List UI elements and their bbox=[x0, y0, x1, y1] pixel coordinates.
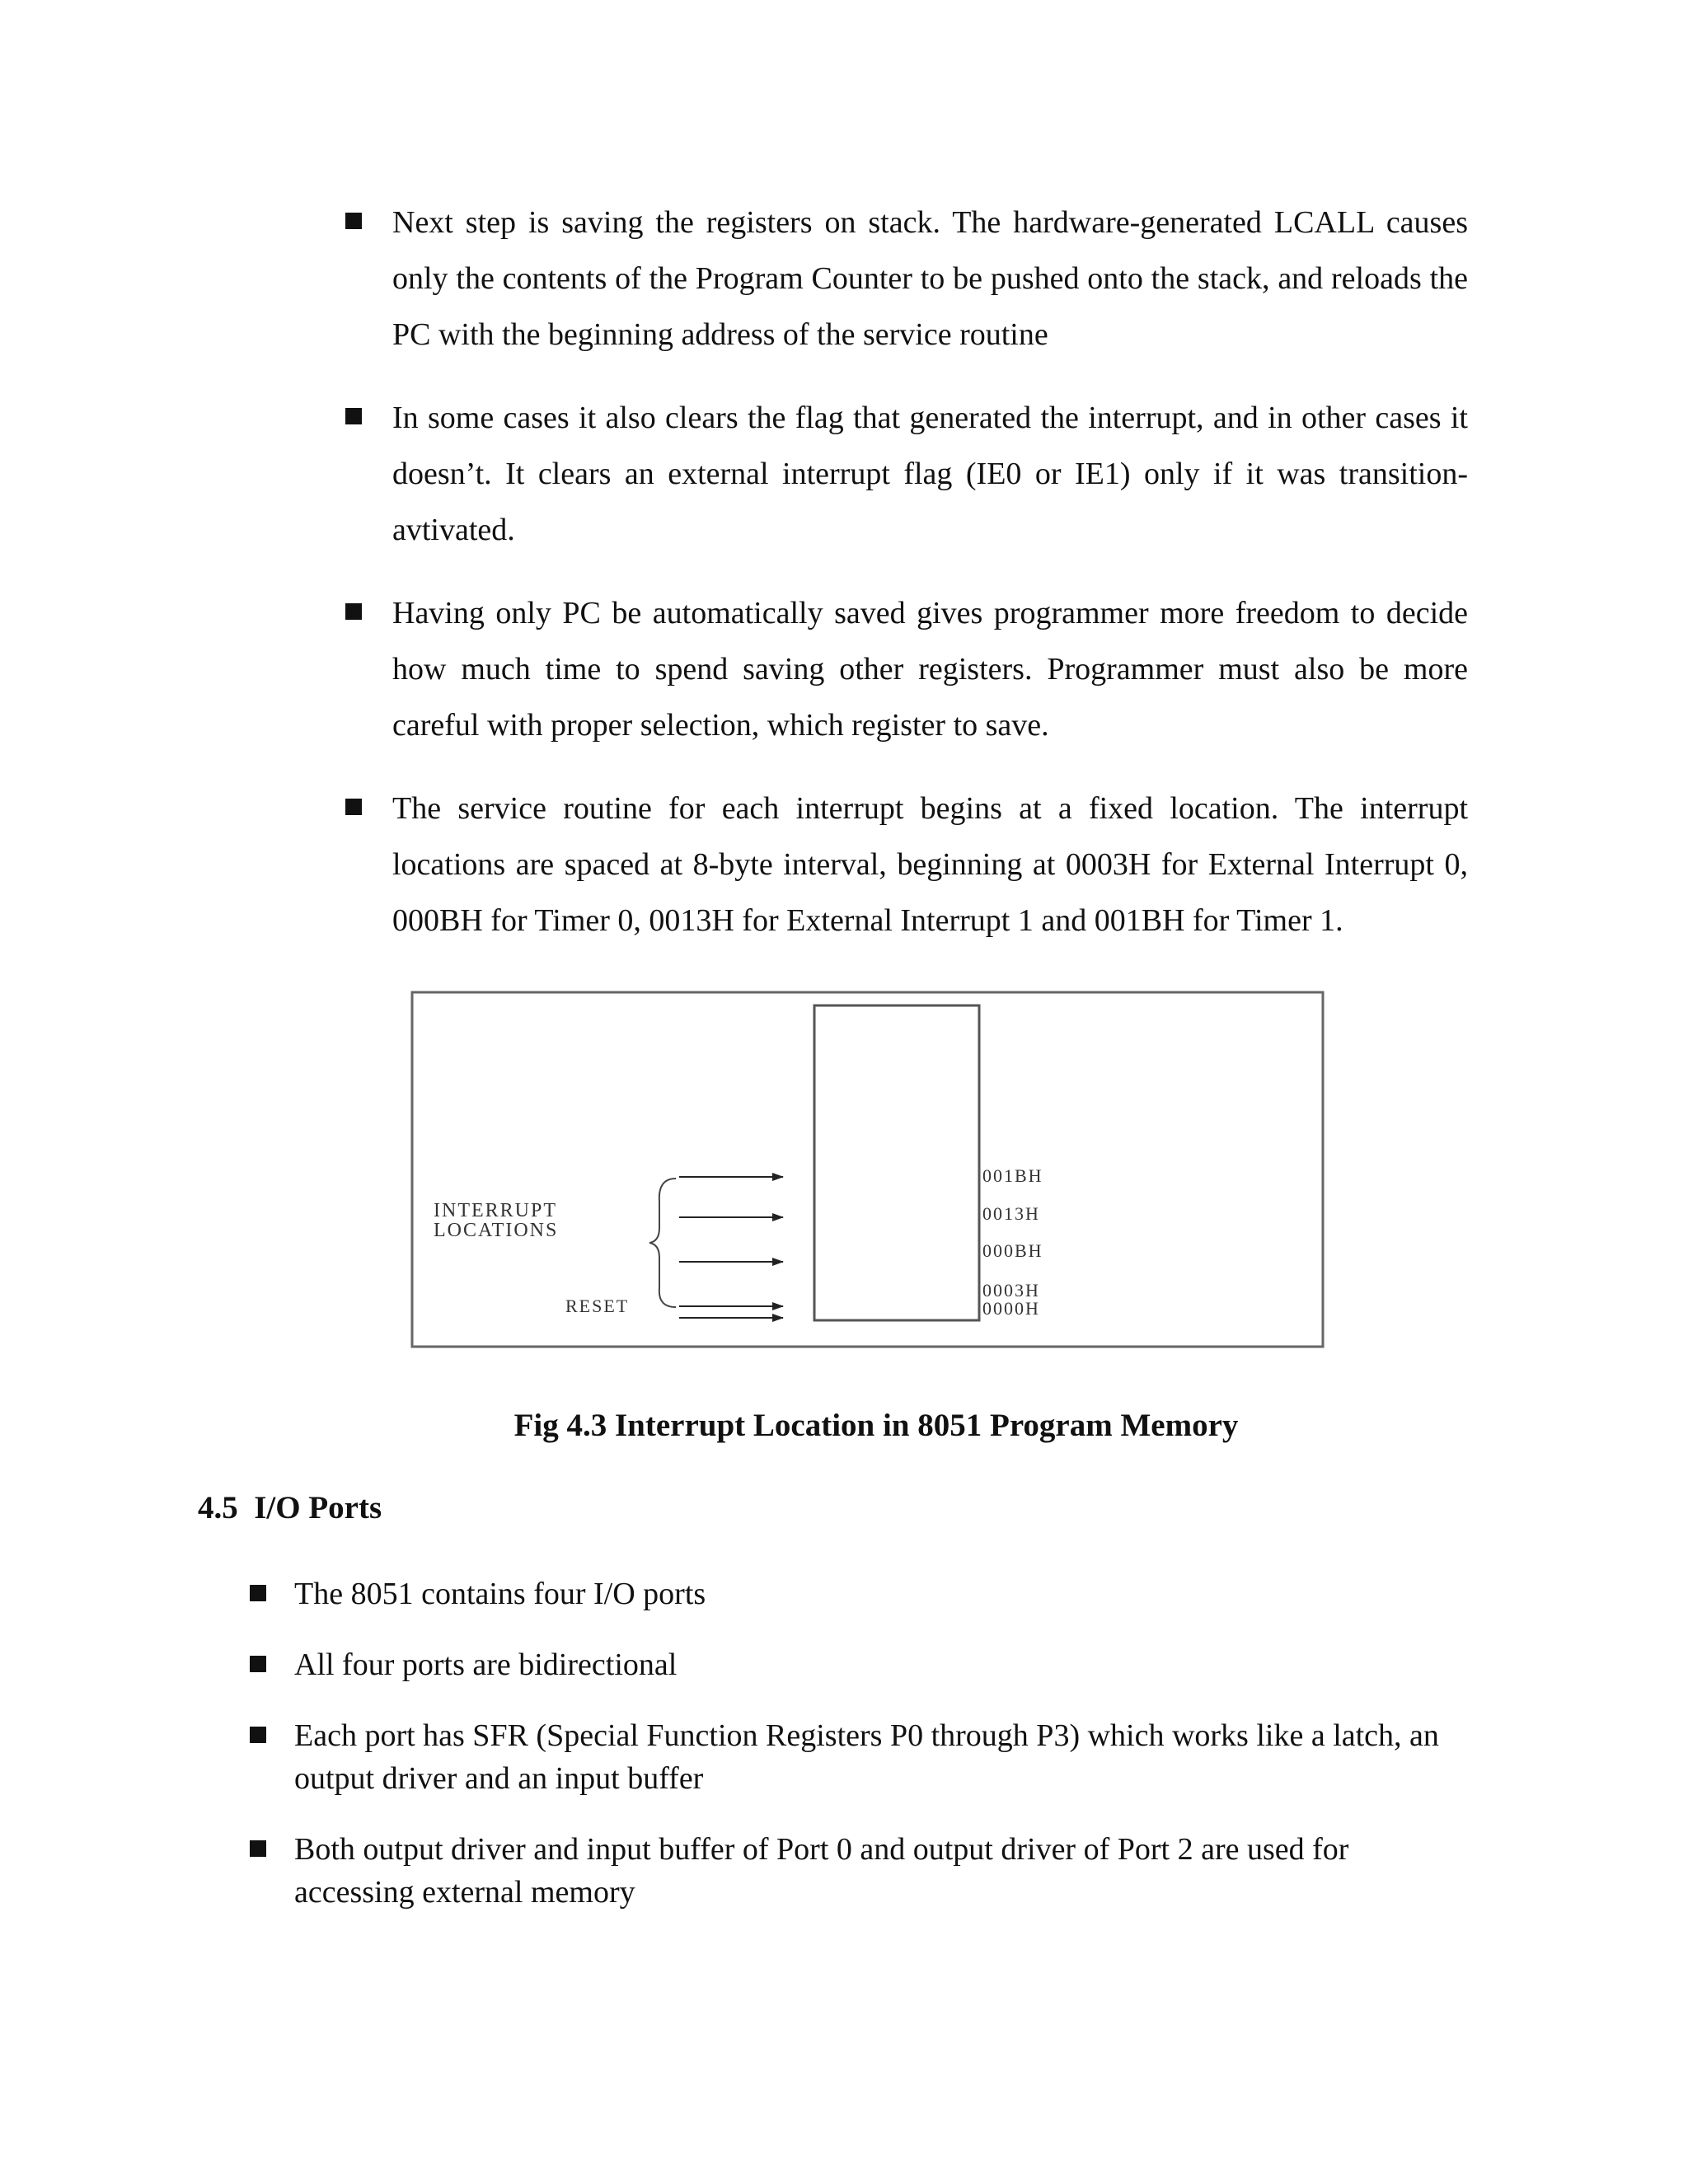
address-label: 000BH bbox=[982, 1240, 1043, 1261]
reset-label: RESET bbox=[565, 1296, 630, 1316]
bullet-text: Having only PC be automatically saved gives programmer more freedom to decide how much time to spend saving other registers. Programmer must also be more careful with proper selection, which register to save. bbox=[392, 596, 1468, 743]
square-bullet-icon bbox=[250, 1585, 266, 1601]
list-item bbox=[243, 1828, 1455, 1914]
bullet-text: Each port has SFR (Special Function Registers P0 through P3) which works like a latch, an output driver and an input buffer bbox=[294, 1718, 1439, 1796]
list-item bbox=[340, 780, 1468, 949]
io-ports-bullet-list bbox=[243, 1572, 1455, 1942]
locations-label: LOCATIONS bbox=[434, 1220, 559, 1241]
list-item bbox=[243, 1714, 1455, 1800]
square-bullet-icon bbox=[345, 213, 362, 229]
square-bullet-icon bbox=[250, 1727, 266, 1743]
list-item bbox=[243, 1643, 1455, 1686]
bullet-text: All four ports are bidirectional bbox=[294, 1647, 678, 1682]
bullet-text: Both output driver and input buffer of Port 0 and output driver of Port 2 are used for accessing external memory bbox=[294, 1832, 1349, 1910]
section-number: 4.5 bbox=[198, 1490, 238, 1526]
bullet-text: In some cases it also clears the flag that generated the interrupt, and in other cases it doesn’t. It clears an external interrupt flag (IE0 or IE1) only if it was transition-avtivated. bbox=[392, 401, 1468, 547]
address-label: 0003H bbox=[982, 1280, 1040, 1301]
square-bullet-icon bbox=[345, 603, 362, 620]
section-heading bbox=[198, 1489, 382, 1526]
square-bullet-icon bbox=[345, 408, 362, 424]
bullet-text: The service routine for each interrupt begins at a fixed location. The interrupt locations are spaced at 8-byte interval, beginning at 0003H for External Interrupt 0, 000BH for Timer 0, 0013H for External Interrupt 1 and 001BH for Timer 1. bbox=[392, 791, 1468, 938]
square-bullet-icon bbox=[250, 1656, 266, 1672]
interrupt-location-figure bbox=[410, 987, 1325, 1350]
address-label: 001BH bbox=[982, 1165, 1043, 1186]
interrupt-bullet-list bbox=[340, 194, 1468, 976]
square-bullet-icon bbox=[250, 1840, 266, 1857]
address-label: 0000H bbox=[982, 1298, 1040, 1319]
interrupt-label: INTERRUPT bbox=[434, 1200, 557, 1221]
figure-caption: Fig 4.3 Interrupt Location in 8051 Program Memory bbox=[513, 1408, 1239, 1443]
program-memory-block bbox=[814, 1005, 979, 1320]
list-item bbox=[243, 1572, 1455, 1615]
address-label: 0013H bbox=[982, 1203, 1040, 1224]
square-bullet-icon bbox=[345, 799, 362, 815]
section-title: I/O Ports bbox=[254, 1490, 382, 1526]
bullet-text: The 8051 contains four I/O ports bbox=[294, 1577, 706, 1611]
list-item bbox=[340, 390, 1468, 558]
list-item bbox=[340, 585, 1468, 753]
memory-diagram bbox=[410, 987, 1325, 1350]
list-item bbox=[340, 194, 1468, 363]
bullet-text: Next step is saving the registers on stack. The hardware-generated LCALL causes only the contents of the Program Counter to be pushed onto the stack, and reloads the PC with the beginning address of the service routine bbox=[392, 205, 1468, 352]
